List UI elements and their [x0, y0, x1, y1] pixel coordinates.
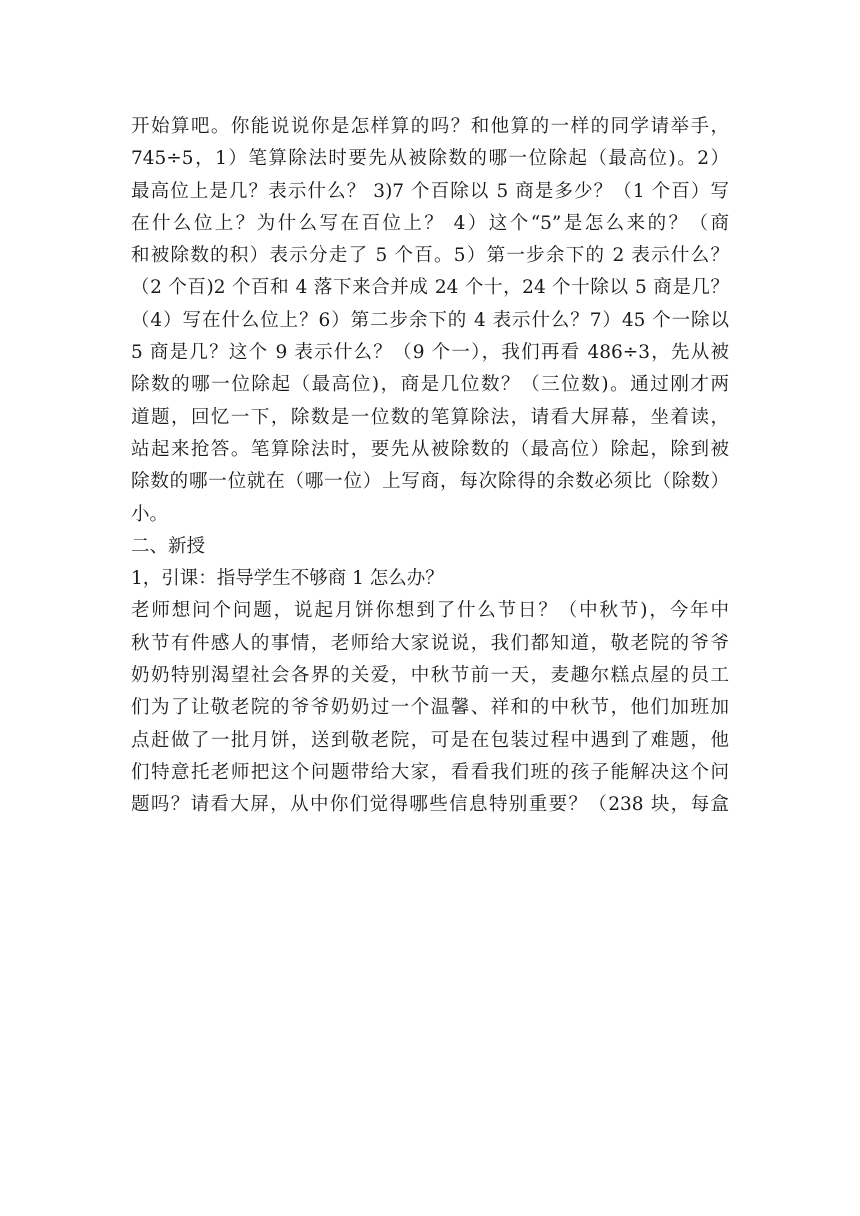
text-line: 秋节有件感人的事情，老师给大家说说，我们都知道，敬老院的爷爷	[131, 632, 729, 654]
text-line: 奶奶特别渴望社会各界的关爱，中秋节前一天，麦趣尔糕点屋的员工	[131, 665, 729, 687]
section-heading: 二、新授	[131, 535, 206, 557]
text-line: 最高位上是几？表示什么？ 3)7 个百除以 5 商是多少？（1 个百）写	[131, 180, 729, 202]
text-line: 745÷5，1）笔算除法时要先从被除数的哪一位除起（最高位)。2）	[131, 148, 729, 170]
text-line: 除数的哪一位就在（哪一位）上写商，每次除得的余数必须比（除数）	[131, 471, 729, 493]
text-line: 开始算吧。你能说说你是怎样算的吗？和他算的一样的同学请举手，	[131, 116, 729, 137]
text-line: 和被除数的积）表示分走了 5 个百。5）第一步余下的 2 表示什么？	[131, 245, 729, 267]
text-line: 除数的哪一位除起（最高位)，商是几位数？（三位数)。通过刚才两	[131, 374, 729, 396]
text-line: 点赶做了一批月饼，送到敬老院，可是在包装过程中遇到了难题，他	[131, 729, 729, 751]
text-line: （4）写在什么位上？6）第二步余下的 4 表示什么？7）45 个一除以	[131, 309, 729, 331]
subsection-heading: 1，引课：指导学生不够商 1 怎么办？	[131, 568, 444, 590]
text-line: （2 个百)2 个百和 4 落下来合并成 24 个十，24 个十除以 5 商是几？	[131, 277, 729, 299]
text-line: 5 商是几？这个 9 表示什么？（9 个一），我们再看 486÷3，先从被	[131, 342, 729, 364]
text-line: 们特意托老师把这个问题带给大家，看看我们班的孩子能解决这个问	[131, 761, 729, 783]
text-line: 在什么位上？为什么写在百位上？ 4）这个“5”是怎么来的？（商	[131, 212, 729, 234]
text-line: 们为了让敬老院的爷爷奶奶过一个温馨、祥和的中秋节，他们加班加	[131, 697, 729, 719]
text-line: 站起来抢答。笔算除法时，要先从被除数的（最高位）除起，除到被	[131, 438, 729, 460]
text-line: 题吗？请看大屏，从中你们觉得哪些信息特别重要？（238 块，每盒	[131, 794, 729, 816]
document-body	[131, 111, 729, 822]
text-line: 道题，回忆一下，除数是一位数的笔算除法，请看大屏幕，坐着读，	[131, 406, 729, 428]
text-line: 老师想问个问题，说起月饼你想到了什么节日？（中秋节)，今年中	[131, 600, 729, 622]
paragraph-end-line: 小。	[131, 503, 169, 525]
